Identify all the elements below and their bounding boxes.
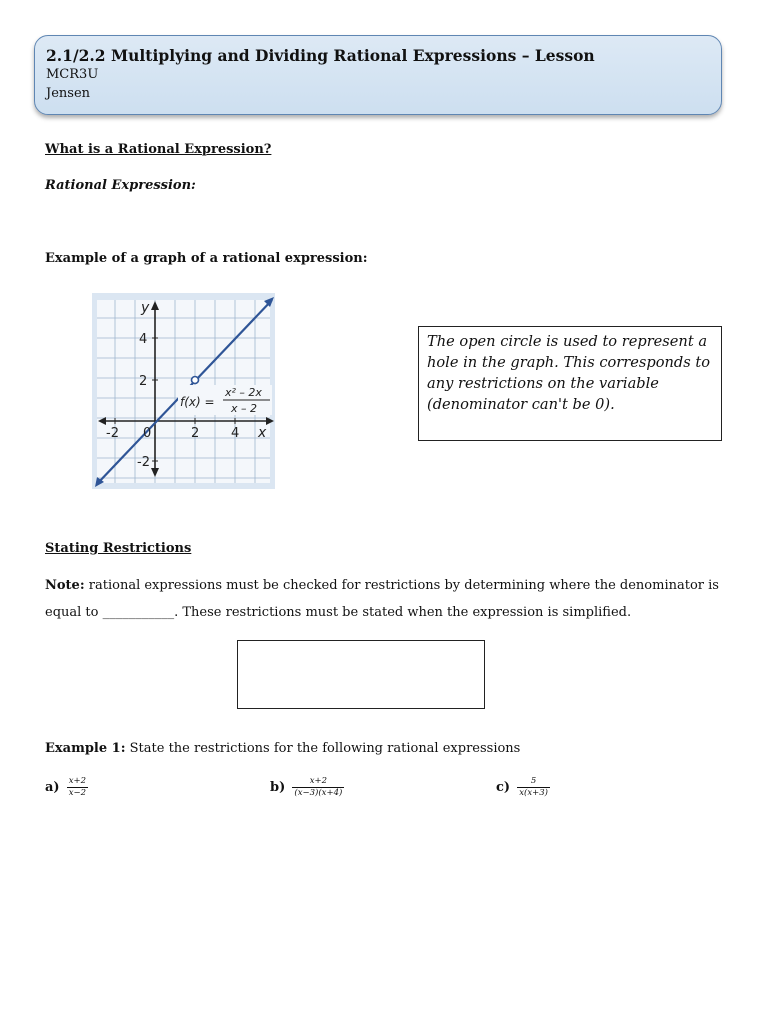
function-numerator: x² – 2x (225, 386, 262, 399)
function-lhs: f(x) = (180, 395, 215, 409)
y-tick-neg2: -2 (137, 455, 150, 470)
x-tick-neg2: -2 (106, 426, 119, 441)
x-tick-4: 4 (231, 426, 240, 441)
section-heading-rational-expression: What is a Rational Expression? (45, 142, 272, 157)
part-a-fraction (67, 776, 88, 799)
example1-part-a (45, 776, 88, 799)
hole-explanation-box: The open circle is used to represent a hole in the graph. This corresponds to any restrictions on the variable (denominator can't be 0). (418, 326, 722, 441)
rational-graph (92, 293, 275, 489)
part-b-denominator: (x−3)(x+4) (294, 788, 343, 798)
part-c-fraction (517, 776, 550, 799)
restrictions-answer-box[interactable] (237, 640, 485, 709)
graph-example-label: Example of a graph of a rational expression: (45, 251, 368, 266)
example1-prompt (45, 741, 520, 756)
course-code: MCR3U (46, 67, 99, 82)
part-a-label: a) (45, 780, 60, 795)
note-text-part1: rational expressions must be checked for restrictions by determining where the denominator is (84, 578, 719, 593)
part-b-fraction (292, 776, 344, 799)
part-c-numerator: 5 (517, 776, 550, 788)
lesson-header (34, 35, 722, 115)
restrictions-note-line1 (45, 578, 735, 593)
part-c-label: c) (496, 780, 511, 795)
y-axis-label: y (141, 300, 150, 316)
x-axis-label: x (258, 425, 267, 441)
y-tick-2: 2 (139, 374, 148, 389)
lesson-title: 2.1/2.2 Multiplying and Dividing Rational Expressions – Lesson (46, 46, 595, 65)
part-a-numerator: x+2 (68, 776, 87, 786)
example1-part-c (496, 776, 550, 799)
teacher-name: Jensen (46, 86, 91, 101)
example1-part-b (270, 776, 344, 799)
example1-text: State the restrictions for the following rational expressions (125, 741, 521, 756)
x-tick-0: 0 (143, 426, 152, 441)
function-denominator: x – 2 (231, 402, 258, 415)
graph-svg (92, 293, 275, 489)
part-a-denominator: x−2 (68, 788, 87, 798)
part-c-denominator: x(x+3) (519, 788, 548, 798)
definition-label: Rational Expression: (45, 178, 196, 193)
example1-label: Example 1: (45, 741, 126, 756)
hole-open-circle (192, 377, 199, 384)
restrictions-note-line2: equal to ___________. These restrictions must be stated when the expression is simplified. (45, 605, 632, 620)
note-label: Note: (45, 578, 85, 593)
part-b-numerator: x+2 (292, 776, 344, 788)
section-heading-restrictions: Stating Restrictions (45, 541, 192, 556)
part-b-label: b) (270, 780, 286, 795)
x-tick-2: 2 (191, 426, 200, 441)
y-tick-4: 4 (139, 332, 148, 347)
